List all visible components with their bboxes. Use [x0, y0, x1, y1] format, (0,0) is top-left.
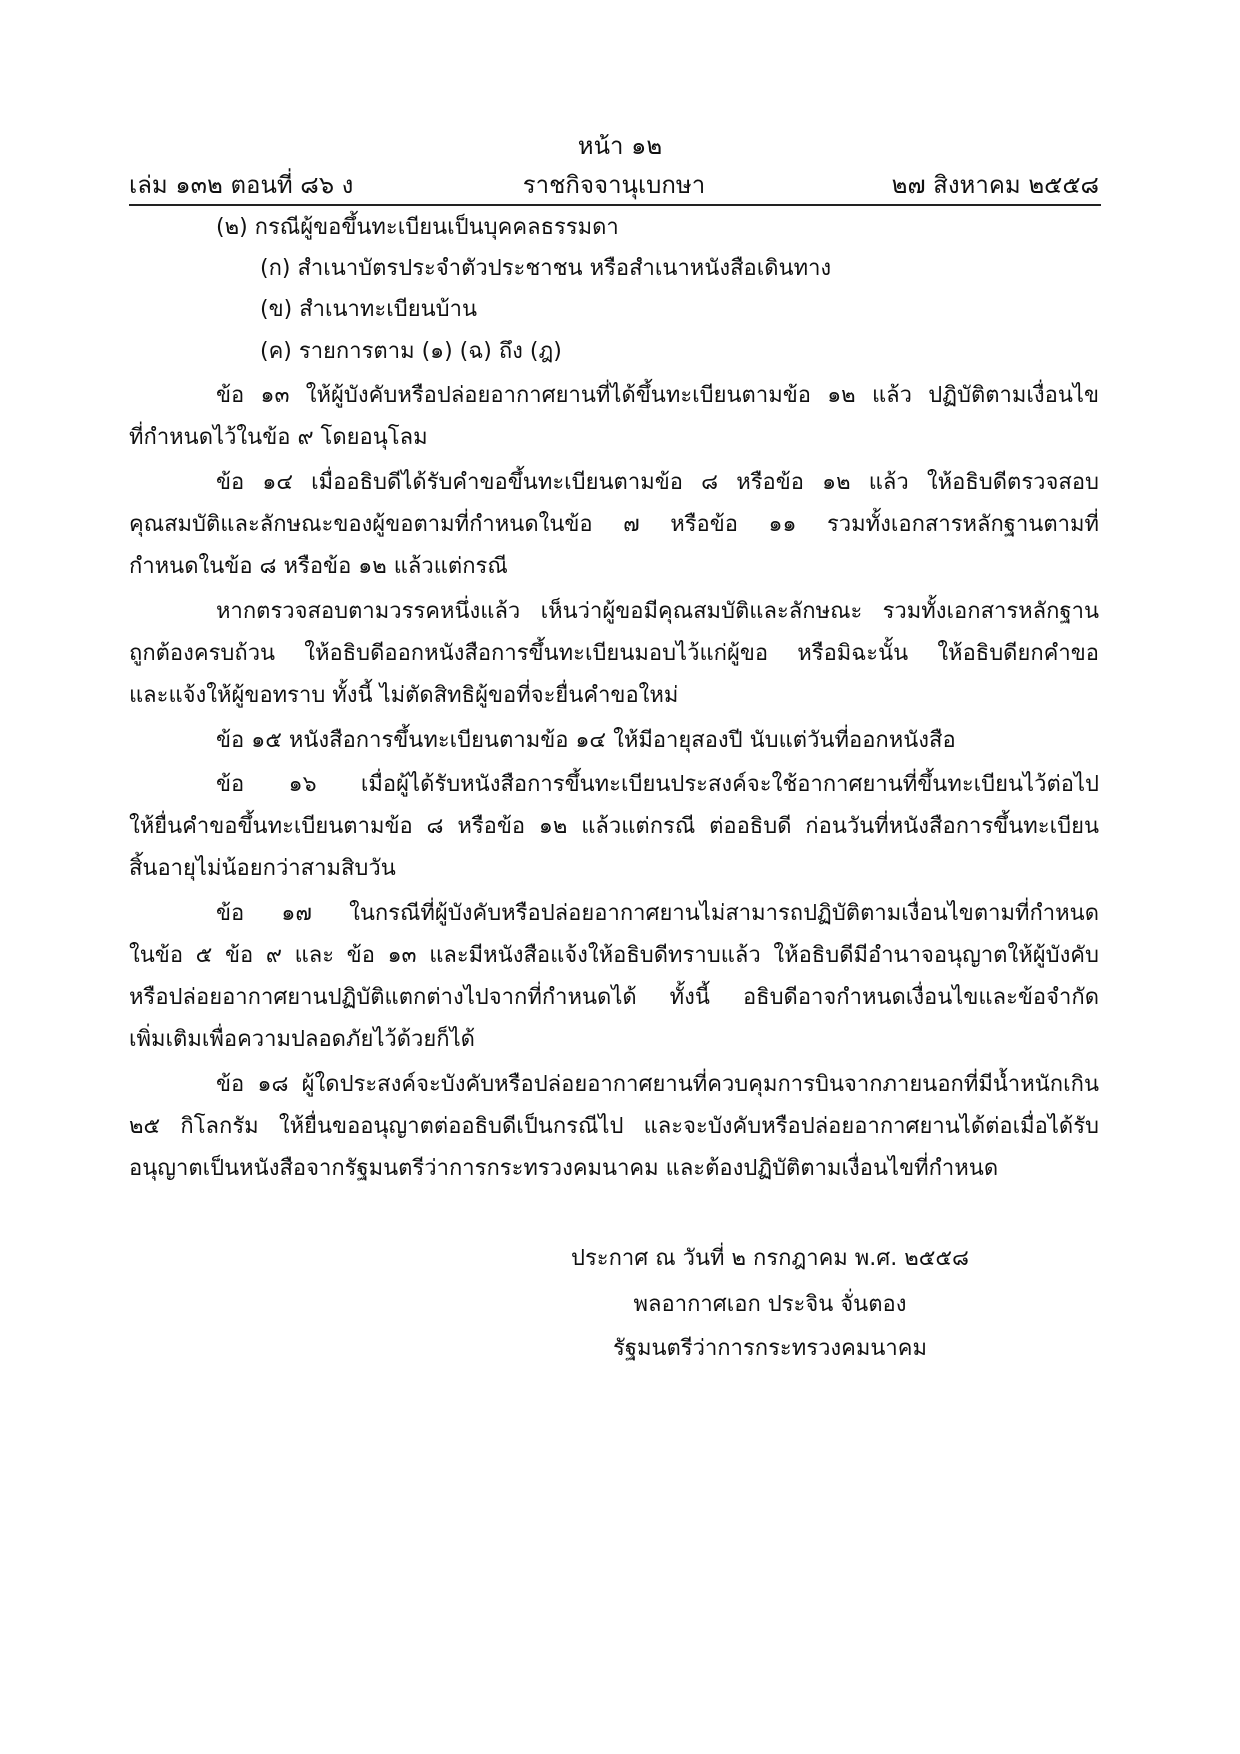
clause-2-heading: (๒) กรณีผู้ขอขึ้นทะเบียนเป็นบุคคลธรรมดา — [216, 215, 619, 240]
section-14-line-1: ข้อ ๑๔ เมื่ออธิบดีได้รับคำขอขึ้นทะเบียนตามข้อ ๘ หรือข้อ ๑๒ แล้ว ให้อธิบดีตรวจสอบ — [216, 470, 1099, 495]
section-17-line-1: ข้อ ๑๗ ในกรณีที่ผู้บังคับหรือปล่อยอากาศยานไม่สามารถปฏิบัติตามเงื่อนไขตามที่กำหนด — [216, 901, 1099, 926]
header-divider — [129, 204, 1101, 206]
section-18-line-3: อนุญาตเป็นหนังสือจากรัฐมนตรีว่าการกระทรวงคมนาคม และต้องปฏิบัติตามเงื่อนไขที่กำหนด — [129, 1156, 999, 1181]
section-16-line-2: ให้ยื่นคำขอขึ้นทะเบียนตามข้อ ๘ หรือข้อ ๑๒ แล้วแต่กรณี ต่ออธิบดี ก่อนวันที่หนังสือการขึ้นทะเบียน — [129, 814, 1099, 839]
section-14-line-3: กำหนดในข้อ ๘ หรือข้อ ๑๒ แล้วแต่กรณี — [129, 554, 508, 579]
volume-issue: เล่ม ๑๓๒ ตอนที่ ๘๖ ง — [129, 171, 354, 199]
signatory-name: พลอากาศเอก ประจิน จั่นตอง — [633, 1292, 907, 1317]
announcement-date: ประกาศ ณ วันที่ ๒ กรกฎาคม พ.ศ. ๒๕๕๘ — [570, 1246, 970, 1271]
clause-2-item-c: (ค) รายการตาม (๑) (ฉ) ถึง (ฎ) — [260, 339, 562, 364]
section-16-line-3: สิ้นอายุไม่น้อยกว่าสามสิบวัน — [129, 856, 396, 881]
clause-2-item-b: (ข) สำเนาทะเบียนบ้าน — [260, 297, 477, 322]
section-18-line-1: ข้อ ๑๘ ผู้ใดประสงค์จะบังคับหรือปล่อยอากาศยานที่ควบคุมการบินจากภายนอกที่มีน้ำหนักเกิน — [216, 1072, 1099, 1097]
page-number: หน้า ๑๒ — [577, 132, 663, 160]
section-14-para-2-line-1: หากตรวจสอบตามวรรคหนึ่งแล้ว เห็นว่าผู้ขอมีคุณสมบัติและลักษณะ รวมทั้งเอกสารหลักฐาน — [216, 599, 1099, 624]
section-18-line-2: ๒๕ กิโลกรัม ให้ยื่นขออนุญาตต่ออธิบดีเป็นกรณีไป และจะบังคับหรือปล่อยอากาศยานได้ต่อเมื่อได้รับ — [129, 1114, 1099, 1139]
section-13-line-2: ที่กำหนดไว้ในข้อ ๙ โดยอนุโลม — [129, 425, 428, 450]
section-14-para-2-line-2: ถูกต้องครบถ้วน ให้อธิบดีออกหนังสือการขึ้นทะเบียนมอบไว้แก่ผู้ขอ หรือมิฉะนั้น ให้อธิบดียกคำขอ — [129, 641, 1099, 666]
section-14-line-2: คุณสมบัติและลักษณะของผู้ขอตามที่กำหนดในข้อ ๗ หรือข้อ ๑๑ รวมทั้งเอกสารหลักฐานตามที่ — [129, 512, 1099, 537]
publication-date: ๒๗ สิงหาคม ๒๕๕๘ — [891, 171, 1099, 199]
section-14-para-2-line-3: และแจ้งให้ผู้ขอทราบ ทั้งนี้ ไม่ตัดสิทธิผู้ขอที่จะยื่นคำขอใหม่ — [129, 683, 679, 708]
clause-2-item-a: (ก) สำเนาบัตรประจำตัวประชาชน หรือสำเนาหนังสือเดินทาง — [260, 256, 832, 281]
section-17-line-2: ในข้อ ๕ ข้อ ๙ และ ข้อ ๑๓ และมีหนังสือแจ้งให้อธิบดีทราบแล้ว ให้อธิบดีมีอำนาจอนุญาตให้ผู้บังคับ — [129, 943, 1099, 968]
gazette-header — [129, 165, 1099, 199]
section-13-line-1: ข้อ ๑๓ ให้ผู้บังคับหรือปล่อยอากาศยานที่ได้ขึ้นทะเบียนตามข้อ ๑๒ แล้ว ปฏิบัติตามเงื่อนไข — [216, 383, 1099, 408]
section-16-line-1: ข้อ ๑๖ เมื่อผู้ได้รับหนังสือการขึ้นทะเบียนประสงค์จะใช้อากาศยานที่ขึ้นทะเบียนไว้ต่อไป — [216, 772, 1099, 797]
signatory-position: รัฐมนตรีว่าการกระทรวงคมนาคม — [613, 1336, 927, 1361]
section-15: ข้อ ๑๕ หนังสือการขึ้นทะเบียนตามข้อ ๑๔ ให้มีอายุสองปี นับแต่วันที่ออกหนังสือ — [216, 728, 956, 753]
publication-title: ราชกิจจานุเบกษา — [522, 171, 706, 199]
section-17-line-4: เพิ่มเติมเพื่อความปลอดภัยไว้ด้วยก็ได้ — [129, 1027, 475, 1052]
section-17-line-3: หรือปล่อยอากาศยานปฏิบัติแตกต่างไปจากที่กำหนดได้ ทั้งนี้ อธิบดีอาจกำหนดเงื่อนไขและข้อจำกัด — [129, 985, 1099, 1010]
